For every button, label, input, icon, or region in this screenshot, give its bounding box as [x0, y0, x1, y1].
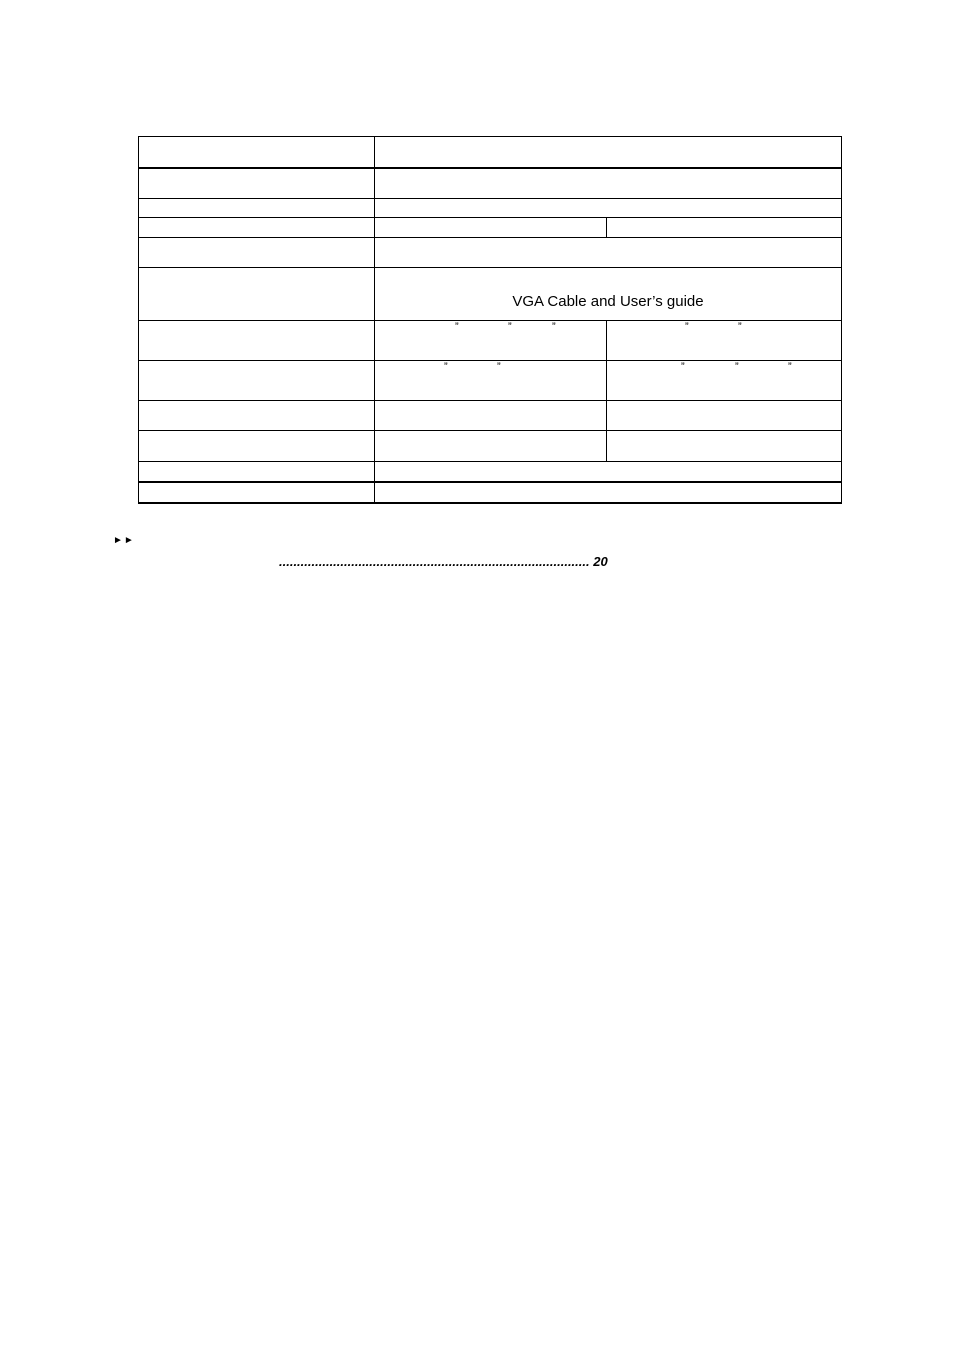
quote-mark: ”: [508, 321, 512, 333]
table-cell: [139, 482, 375, 503]
table-cell: [139, 218, 375, 238]
table-row: [139, 168, 842, 199]
table-cell: [139, 168, 375, 199]
quote-mark: ”: [788, 361, 792, 373]
table-cell: [607, 321, 842, 361]
table-cell: [375, 218, 607, 238]
table-cell: [139, 199, 375, 218]
table-row: [139, 199, 842, 218]
table-row: [139, 462, 842, 483]
table-cell: [139, 431, 375, 462]
table-cell: [607, 218, 842, 238]
quote-mark: ”: [455, 321, 459, 333]
table-cell: [139, 321, 375, 361]
table-cell: [139, 462, 375, 483]
table-row: [139, 137, 842, 169]
table-cell: [607, 401, 842, 431]
table-cell: [139, 137, 375, 169]
toc-entry[interactable]: [279, 554, 608, 570]
table-cell: [375, 401, 607, 431]
table-row: [139, 321, 842, 361]
table-cell: [375, 431, 607, 462]
toc-page-number: 20: [593, 554, 608, 569]
table-cell: [139, 401, 375, 431]
table-cell: [375, 199, 842, 218]
table-cell: [375, 482, 842, 503]
specification-table: [138, 136, 842, 504]
quote-mark: ”: [497, 361, 501, 373]
quote-mark: ”: [738, 321, 742, 333]
quote-mark: ”: [444, 361, 448, 373]
toc-leader-dots: ......................................................................................: [279, 554, 590, 569]
table-cell: [139, 238, 375, 268]
table-cell: [139, 361, 375, 401]
accessories-cell: [375, 268, 842, 321]
table-cell: [375, 462, 842, 483]
quote-mark: ”: [735, 361, 739, 373]
table-row: [139, 218, 842, 238]
table-row: [139, 361, 842, 401]
table-cell: [139, 268, 375, 321]
table-row: [139, 482, 842, 503]
table-cell: [375, 361, 607, 401]
table-row: [139, 401, 842, 431]
accessories-value: VGA Cable and User’s guide: [512, 293, 704, 310]
quote-mark: ”: [681, 361, 685, 373]
table-cell: [375, 321, 607, 361]
table-row: [139, 238, 842, 268]
table-cell: [607, 431, 842, 462]
table-cell: [375, 137, 842, 169]
quote-mark: ”: [552, 321, 556, 333]
double-arrow-icon: ►►: [113, 535, 135, 546]
table-cell: [375, 238, 842, 268]
table-row: [139, 268, 842, 321]
table-cell: [607, 361, 842, 401]
quote-mark: ”: [685, 321, 689, 333]
table-cell: [375, 168, 842, 199]
table-row: [139, 431, 842, 462]
